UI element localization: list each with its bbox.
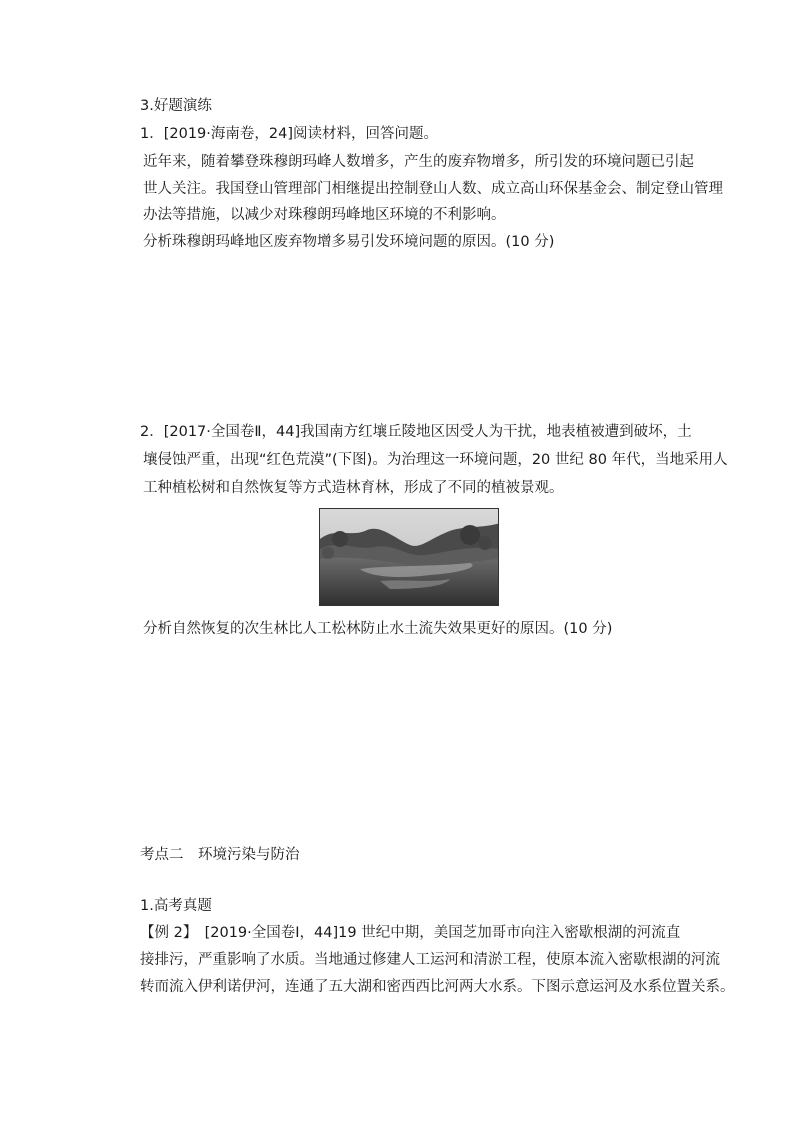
q1-paragraph-line-1: 近年来，随着攀登珠穆朗玛峰人数增多，产生的废弃物增多，所引发的环境问题已引起	[143, 154, 694, 170]
kaodian2-title: 考点二 环境污染与防治	[140, 847, 300, 863]
example2-line-1: 【例 2】 [2019·全国卷Ⅰ，44]19 世纪中期，美国芝加哥市向注入密歇根湖的河流直	[140, 925, 681, 941]
q1-paragraph-line-2: 世人关注。我国登山管理部门相继提出控制登山人数、成立高山环保基金会、制定登山管理	[143, 181, 723, 197]
q2-line-2: 壤侵蚀严重，出现“红色荒漠”(下图)。为治理这一环境问题，20 世纪 80 年代，当地采用人	[143, 452, 728, 468]
q1-question: 分析珠穆朗玛峰地区废弃物增多易引发环境问题的原因。(10 分)	[143, 234, 555, 250]
q1-paragraph-line-3: 办法等措施，以减少对珠穆朗玛峰地区环境的不利影响。	[143, 207, 506, 223]
section-title-practice: 3.好题演练	[140, 98, 212, 114]
q2-line-3: 工种植松树和自然恢复等方式造林育林，形成了不同的植被景观。	[143, 480, 564, 496]
example2-line-2: 接排污，严重影响了水质。当地通过修建人工运河和清淤工程，使原本流入密歇根湖的河流	[140, 952, 720, 968]
gaokao-title: 1.高考真题	[140, 898, 212, 914]
red-desert-photo	[319, 508, 499, 606]
q1-header: 1．[2019·海南卷，24]阅读材料，回答问题。	[140, 126, 438, 142]
example2-line-3: 转而流入伊利诺伊河，连通了五大湖和密西西比河两大水系。下图示意运河及水系位置关系。	[140, 979, 735, 995]
q2-question: 分析自然恢复的次生林比人工松林防止水土流失效果更好的原因。(10 分)	[143, 621, 613, 637]
q2-line-1: 2．[2017·全国卷Ⅱ，44]我国南方红壤丘陵地区因受人为干扰，地表植被遭到破坏，土	[140, 424, 692, 440]
